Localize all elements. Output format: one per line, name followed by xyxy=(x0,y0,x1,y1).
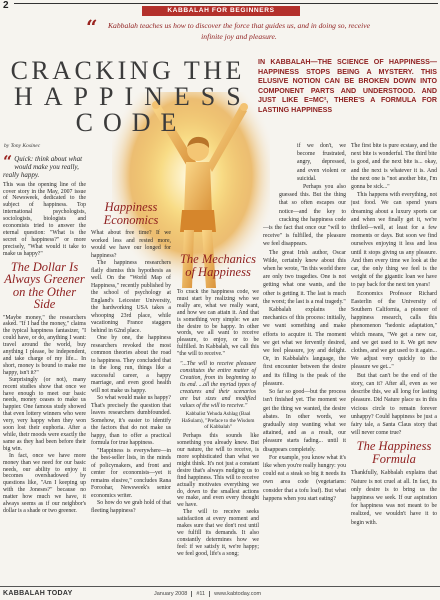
intro-line: Quick: think about what would make you really, really happy. xyxy=(3,155,83,180)
col5-paragraph-5: Thankfully, Kabbalah explains that Nature is not cruel at all. In fact, its only desire is to bring us the happiness we seek. If our aspiration for happiness was not meant to be realized, we wouldn't have it to begin with. xyxy=(351,470,437,526)
header-quote: Kabbalah teaches us how to discover the force that guides us, and in doing so, receive infinite joy and pleasure. xyxy=(107,21,370,41)
col5-paragraph-4: But that can't be the end of the story, can it? After all, even as we describe this, we all long for lasting pleasure. Did Nature place us in this vicious circle to remain forever unhappy? Could happiness be just a fairy tale, a Santa Claus story that will never come true? xyxy=(351,372,437,437)
col3-paragraph-1: To crack the happiness code, we must start by realizing who we really are, what we really want, and how we can attain it. And that is something very simple: we are the desire to be happy. In other words, we all want to receive pleasure, to enjoy, or to be fulfilled. In Kabbalah, we call this "the will to receive." xyxy=(177,289,259,358)
footer-url[interactable]: www.kabtoday.com xyxy=(209,591,265,597)
pull-quote-attribution: Kabbalist Yehuda Ashlag (Baal HaSulam), "Preface to the Wisdom of Kabbalah" xyxy=(181,411,255,430)
text-wrap-spacer xyxy=(263,142,297,190)
text-wrap-spacer xyxy=(263,190,279,216)
title-line-1: CRACKING THE xyxy=(10,56,245,85)
col3-paragraph-3: The will to receive seeks satisfaction at every moment and makes sure that we don't rest until we fulfill its demands. It also constantly determines how we feel: if we satisfy it, we're happy; we feel good, life's a song; xyxy=(177,509,259,557)
col1-paragraph-3: Surprisingly (or not), many recent studies show that once we have enough to meet our basic needs, money ceases to make us happier. One famous study showed that even lottery winners who were very, very happy when they won soon lost their euphoria. After a while, their moods were exactly the same as they had been before their big win. xyxy=(3,376,86,452)
col1-paragraph-4: In fact, once we have more money than we need for our basic needs, our ability to enjoy it becomes overshadowed by questions like, "Am I keeping up with the Joneses?" because no matter how much we have, it always seems as if our neighbor's dollar is a shade or two greener. xyxy=(3,452,86,514)
col4-paragraph-6: For example, you know what it's like when you're really hungry: you could eat a steak so big it needs its own area code (vegetarians: consider that a tofu loaf). But what happens when you start eating? xyxy=(263,454,346,502)
subheading-economics: Happiness Economics xyxy=(103,200,159,227)
footer-rule xyxy=(0,586,440,587)
col5-paragraph-1: The first bite is pure ecstasy, and the next bite is wonderful. The third bite is good, and the next bite is... okay, and the next is whatever it is. And the next one is "not another bite, I'm gonna be sick..." xyxy=(351,143,437,191)
section-banner: KABBALAH FOR BEGINNERS xyxy=(142,6,300,16)
title-line-3: CODE xyxy=(75,108,187,137)
col1-paragraph-1: This was the opening line of the cover story in the May, 2007 issue of Newsweek, dedicated to the subject of happiness. Top international psychologists, sociologists, biologists and economists tried to answer the eternal question: "What is the secret of happiness?" or more precisely, "What would it take to make us happy?" xyxy=(3,181,86,257)
col2-paragraph-1: What about free time? If we worked less and rested more, would we have our longed for happiness? xyxy=(91,230,171,259)
col4-paragraph-5: So far so good—but the process isn't finished yet. The moment we get the thing we wanted, the desire abates. In other words, we gradually stop wanting what we attained, and as a result, our pleasure starts fading... until it disappears completely. xyxy=(263,389,346,453)
subheading-dollar: The Dollar Is Always Greener on the Other Side xyxy=(4,259,85,312)
title-line-2: HAPPINESS xyxy=(14,82,252,111)
byline: by Tony Kosinec xyxy=(4,143,41,149)
column-2 xyxy=(91,198,171,585)
col2-paragraph-6: So how do we grab hold of that fleeting happiness? xyxy=(91,500,171,514)
column-5 xyxy=(351,142,437,585)
intro-block xyxy=(3,155,86,180)
footer-date: January 2008 xyxy=(154,591,188,597)
quote-icon: “ xyxy=(86,15,98,39)
col5-paragraph-3: Economics Professor Richard Easterlin of the University of Southern California, a pioneer of happiness research, calls this phenomenon "hedonic adaptation," which means, "We get a new car, and we get used to it. We get new clothes, and we get used to it again... We adjust very quickly to the pleasure we get..." xyxy=(351,290,437,371)
page-number: 2 xyxy=(3,0,9,11)
top-rule xyxy=(14,3,438,4)
col1-paragraph-2: "Maybe money," the researchers asked. "If I had the money," claims the typical happiness fantasizer, "I could have, or do, anything I want: travel around the world, buy anything I please, be independent, and take charge of my life... In short, money is bound to make me happy, isn't it?" xyxy=(3,314,86,376)
col2-paragraph-4: So what would make us happy? That's precisely the question that leaves researchers dumbfounded. Somehow, it's easier to identify the factors that do not make us happy, than to offer a practical formula for true happiness. xyxy=(91,395,171,446)
footer-meta xyxy=(150,590,265,598)
col2-paragraph-2: The happiness researchers flatly dismiss this hypothesis as well. On the "World Map of Happiness," recently published by the school of psychology at England's Leicester University, the hardworking USA takes a whooping 23rd place, while vacationing France staggers behind in 62nd place. xyxy=(91,260,171,334)
subheading-mechanics: The Mechanics of Happiness xyxy=(179,252,257,279)
article-title xyxy=(3,56,252,137)
column-3 xyxy=(177,289,259,585)
article-deck: IN KABBALAH—THE SCIENCE OF HAPPINESS—HAPPINESS STOPS BEING A MYSTERY. THIS ELUSIVE NOTION CAN BE BROKEN DOWN INTO COMPONENT PARTS AND UNDERSTOOD. AND JUST LIKE E=MC², THERE'S A FORMULA FOR LASTING HAPPINESS xyxy=(258,58,437,114)
col4-paragraph-1: if we don't, we become frustrated, angry, depressed, and even violent or suicidal. xyxy=(297,143,346,182)
col4-paragraph-3: The great Irish author, Oscar Wilde, certainly knew about this when he wrote, "In this world there are only two tragedies. One is not getting what one wants, and the other is getting it. The last is much the worst; the last is a real tragedy." xyxy=(263,249,346,305)
quote-icon: “ xyxy=(3,155,13,171)
col5-paragraph-2: This happens with everything, not just food. We can spend years dreaming about a luxury sports car and when we finally get it, we're thrilled—well, at least for a few moments or days. But soon we find ourselves enjoying it less and less until it stops giving us any pleasure. And then every time we look at the car, the only thing we feel is the weight of the gigantic loan we have to pay back for the next ten years! xyxy=(351,192,437,289)
col4-paragraph-2: Perhaps you also guessed this. But the thing that so often escapes our notice—and the key to cracking the happiness code—is the fact that once our "will to receive" is fulfilled, the pleasure we feel disappears. xyxy=(263,184,346,248)
column-1 xyxy=(3,155,86,585)
subheading-formula: The Happiness Formula xyxy=(356,439,432,466)
col2-paragraph-3: One by one, the happiness researchers revoked the most common theories about the road to happiness. They concluded that in the long run, things like a successful career, a happy marriage, and even good health will not make us happy. xyxy=(91,335,171,394)
pull-quote xyxy=(177,361,259,430)
pull-quote-text: "...The will to receive pleasure constitutes the entire matter of Creation, from its beginning to its end. ...all the myriad types of creatures and their scenarios are but sizes and modified values of the will to receive." xyxy=(180,361,256,409)
col3-paragraph-2: Perhaps this sounds like something you already knew. But our nature, the will to receive, is more sophisticated than what we might think. It's not just a constant desire that's always nudging us to find happiness. This will to receive actually motivates everything we do, down to the smallest actions we make, and even every thought we have. xyxy=(177,433,259,509)
col2-paragraph-5: "Happiness is everywhere—in the best-seller lists, in the minds of policymakers, and front and center for economists—yet it remains elusive," concludes Rana Foroohar, Newsweek's senior economics writer. xyxy=(91,447,171,499)
footer-issue: #11 xyxy=(191,591,209,597)
column-4 xyxy=(263,142,346,585)
col4-paragraph-4: Kabbalah explains the mechanics of this process: initially, we want something and make efforts to acquire it. The moment we get what we fervently desired, we feel pleasure, joy and delight. Or, in Kabbalah's language, the first encounter between the desire and its filling is the peak of the pleasure. xyxy=(263,307,346,387)
footer-magazine-name: KABBALAH TODAY xyxy=(3,590,73,597)
